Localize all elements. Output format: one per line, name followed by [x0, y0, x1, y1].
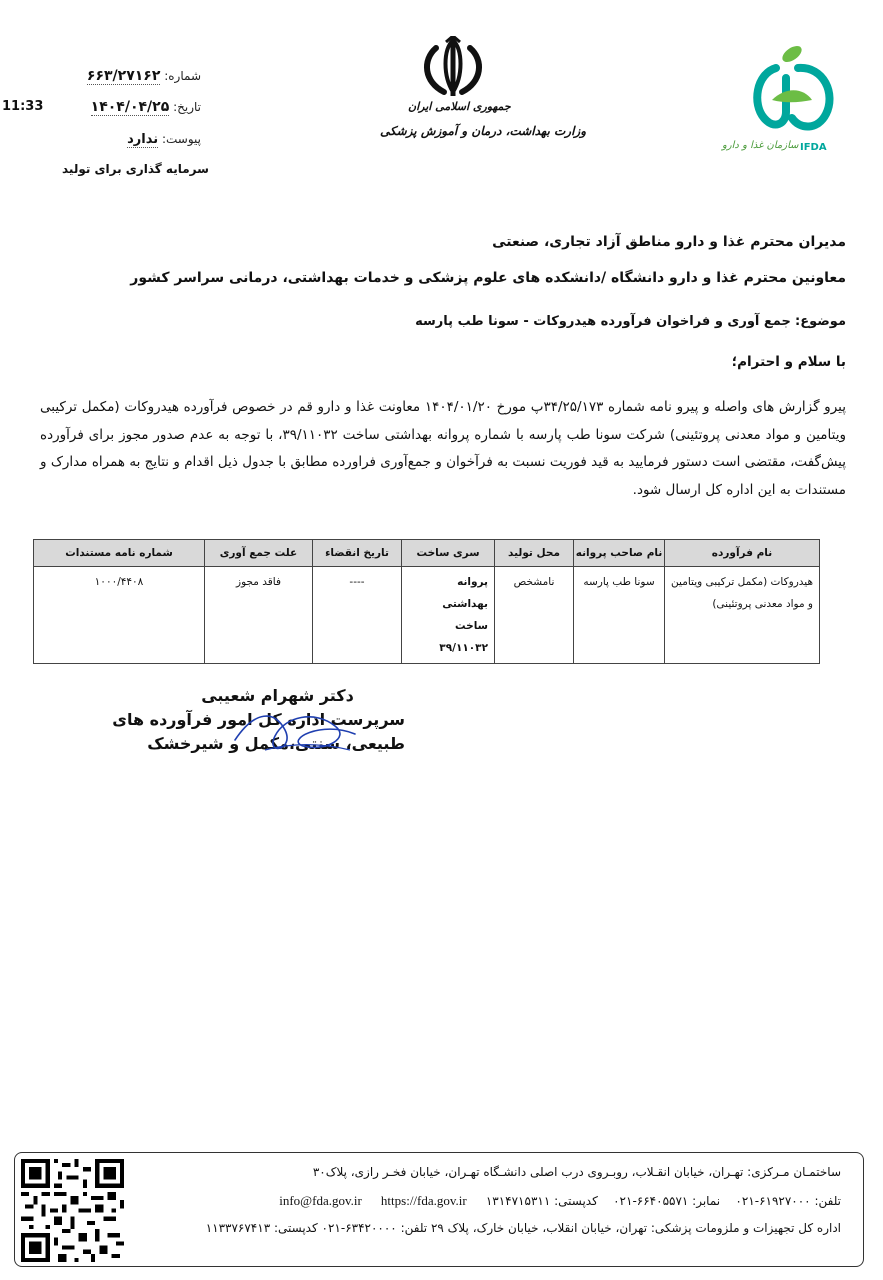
cell-batch-line1: پروانه بهداشتی — [442, 576, 488, 610]
ifda-abbr: IFDA — [800, 142, 827, 153]
letter-number-row — [46, 68, 201, 85]
subject-text: جمع آوری و فراخوان فرآورده هیدروکات - سونا طب پارسه — [415, 314, 791, 329]
addressee-line2: معاونین محترم غذا و دارو دانشگاه /دانشکده های علوم پزشکی و خدمات بهداشتی، درمانی سراسر کشور — [130, 270, 846, 286]
recall-table — [33, 539, 820, 664]
cell-doc-number: ۱۰۰۰/۴۴۰۸ — [34, 567, 205, 664]
footer-phone: تلفن: ۶۱۹۲۷۰۰۰-۰۲۱ — [735, 1194, 841, 1208]
signer-title-line2: طبیعی، سنتی،مکمل و شیرخشک — [147, 734, 405, 753]
greeting: با سلام و احترام؛ — [731, 354, 846, 370]
subject-label: موضوع: — [795, 314, 846, 329]
letter-time-value: 11:33 — [2, 99, 44, 114]
footer-office-line: اداره کل تجهیزات و ملزومات پزشکی: تهران، خیابان انقلاب، خیابان خارک، پلاک ۲۹ تلفن: ۶۳۴۲۰۰۰۰-۰۲۱ کدپستی: ۱۱۳۳۷۶۷۴۱۳ — [205, 1221, 841, 1235]
letter-date-row — [46, 99, 201, 116]
iran-emblem-icon — [418, 36, 488, 98]
signer-name: دکتر شهرام شعیبی — [201, 686, 354, 705]
table-header-row — [34, 540, 820, 567]
table-row — [34, 567, 820, 664]
attachment-row — [80, 132, 201, 148]
col-batch: سری ساخت — [402, 540, 495, 567]
letter-body: پیرو گزارش های واصله و پیرو نامه شماره ۳۴/۲۵/۱۷۳پ مورخ ۱۴۰۴/۰۱/۲۰ معاونت غذا و دارو قم در خصوص فرآورده هیدروکات (مکمل ترکیبی ویتامین و مواد معدنی پروتئینی) شرکت سونا طب پارسه با شماره پروانه بهداشتی ساخت ۳۹/۱۱۰۳۲، با توجه به عدم صدور مجوز برای فرآورده پیش‌گفت، مقتضی است دستور فرمایید به قید فوریت نسبت به فرآخوان و جمع‌آوری فراورده مطابق با جدول ذیل اقدام و نتایج به همراه مدارک و مستندات به این اداره کل ارسال شود. — [40, 399, 846, 498]
ifda-caption: سازمان غذا و دارو — [722, 140, 799, 151]
emblem-line2: وزارت بهداشت، درمان و آموزش پزشکی — [380, 124, 586, 138]
footer-fax: نمابر: ۶۶۴۰۵۵۷۱-۰۲۱ — [613, 1194, 721, 1208]
handwritten-signature-icon — [225, 700, 365, 760]
col-reason: علت جمع آوری — [205, 540, 313, 567]
footer-website[interactable]: https://fda.gov.ir — [380, 1193, 467, 1208]
qr-code-icon — [21, 1159, 124, 1262]
cell-batch — [402, 567, 495, 664]
footer-box — [14, 1152, 864, 1267]
footer-contact-line — [279, 1193, 841, 1209]
footer-postal-code: کدپستی: ۱۳۱۴۷۱۵۳۱۱ — [485, 1194, 598, 1208]
addressee-line1: مدیران محترم غذا و دارو مناطق آزاد تجاری، صنعتی — [492, 234, 846, 250]
signer-title-line1: سرپرست اداره کل امور فرآورده های — [112, 710, 405, 729]
cell-license-holder: سونا طب پارسه — [574, 567, 665, 664]
footer-address-line: ساختمـان مـرکزی: تهـران، خیابان انقـلاب، روبـروی درب اصلی دانشـگاه تهـران، خیابان فخـر رازی، پلاک۳۰ — [312, 1165, 841, 1179]
department-label: سرمایه گذاری برای تولید — [62, 162, 209, 176]
attachment-value: ندارد — [127, 132, 159, 147]
col-product: نام فرآورده — [665, 540, 820, 567]
emblem-line1: جمهوری اسلامی ایران — [408, 100, 511, 113]
subject-line — [415, 314, 846, 329]
cell-batch-line2: ساخت ۳۹/۱۱۰۳۲ — [439, 620, 488, 654]
col-doc-number: شماره نامه مستندات — [34, 540, 205, 567]
letter-number-value: ۶۶۳/۲۷۱۶۲ — [86, 68, 161, 84]
col-expiry: تاریخ انقضاء — [313, 540, 402, 567]
letter-date-value: ۱۴۰۴/۰۴/۲۵ — [90, 99, 170, 115]
letter-number-label: شماره: — [164, 69, 201, 83]
attachment-label: پیوست: — [161, 132, 201, 146]
footer-email[interactable]: info@fda.gov.ir — [279, 1193, 362, 1208]
cell-manufacture-place: نامشخص — [495, 567, 574, 664]
cell-product: هیدروکات (مکمل ترکیبی ویتامین و مواد معدنی پروتئینی) — [665, 567, 820, 664]
cell-reason: فاقد مجوز — [205, 567, 313, 664]
cell-expiry: ---- — [313, 567, 402, 664]
letter-date-label: تاریخ: — [173, 100, 201, 114]
col-license-holder: نام صاحب پروانه — [574, 540, 665, 567]
ifda-logo-icon — [746, 38, 846, 148]
col-manufacture-place: محل تولید — [495, 540, 574, 567]
